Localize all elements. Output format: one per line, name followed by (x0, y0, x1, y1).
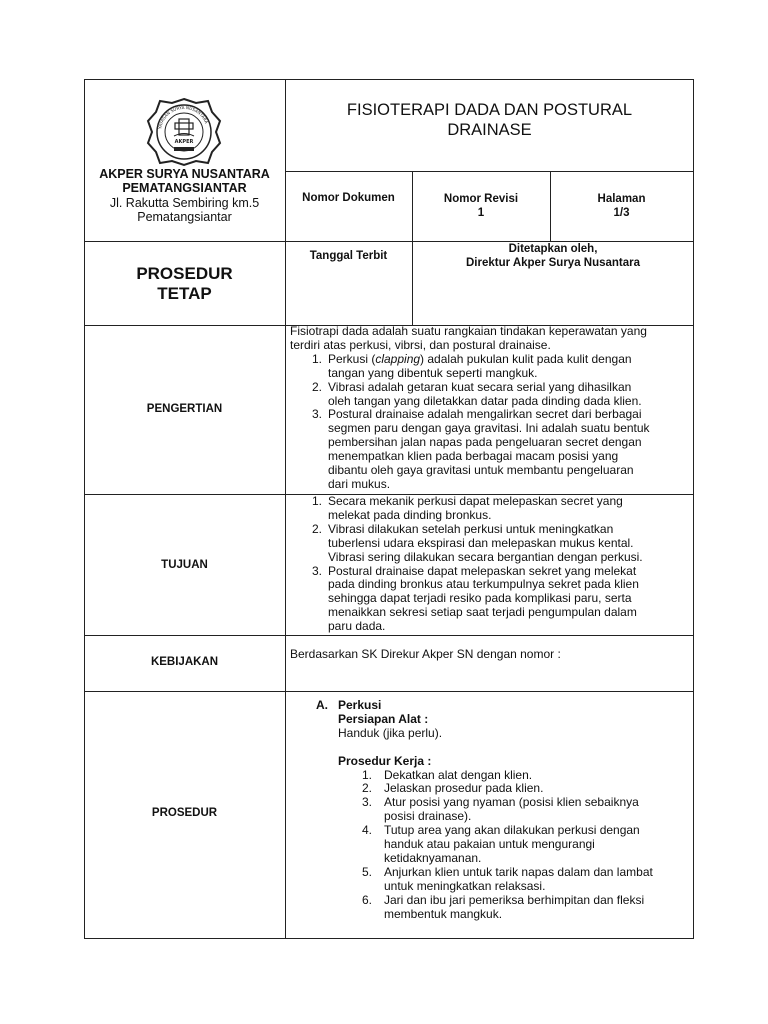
prosedur-step (338, 866, 690, 894)
title-line-1: FISIOTERAPI DADA DAN POSTURAL (346, 101, 633, 119)
list-number: 2. (312, 379, 323, 394)
page-label: Halaman (597, 193, 646, 205)
address-line-2: Pematangsiantar (137, 210, 232, 224)
pengertian-list-item (290, 408, 690, 491)
pengertian-list-item (290, 353, 690, 381)
pengertian-content (290, 325, 690, 492)
list-item-line: Vibrasi adalah getaran kuat secara serial yang dihasilkan (328, 379, 632, 394)
list-number: 3. (312, 407, 323, 422)
list-item-line: segmen paru dengan gaya gravitasi. Ini adalah suatu bentuk (328, 421, 650, 436)
pengertian-intro-1: Fisiotrapi dada adalah suatu rangkaian tindakan keperawatan yang (290, 324, 647, 338)
prosedur-step (338, 796, 690, 824)
page-cell (550, 192, 693, 220)
prosedur-heading: Perkusi (338, 698, 382, 712)
sop-line-2: TETAP (157, 284, 212, 303)
row-divider (285, 171, 694, 172)
institution-name: AKPER SURYA NUSANTARA (99, 167, 270, 181)
list-item-line: oleh tangan yang diletakkan datar pada dinding dada klien. (328, 393, 642, 408)
list-item-line: paru dada. (328, 619, 386, 634)
page-value: 1/3 (613, 207, 630, 219)
list-item-line: dari mukus. (328, 476, 391, 491)
tools-text: Handuk (jika perlu). (338, 725, 443, 740)
list-item-line: ketidaknyamanan. (384, 850, 482, 865)
revision-value: 1 (477, 207, 485, 219)
approved-by-line-1: Ditetapkan oleh, (508, 243, 598, 255)
list-number: 2. (362, 781, 373, 796)
list-item-line: tangan yang dibentuk seperti mangkuk. (328, 365, 538, 380)
list-item-line: melekat pada dinding bronkus. (328, 507, 492, 522)
list-item-line: Vibrasi dilakukan setelah perkusi untuk meningkatkan (328, 521, 614, 536)
list-item-line: Postural drainaise adalah mengalirkan secret dari berbagai (328, 407, 642, 422)
list-number: 1. (362, 767, 373, 782)
approved-by-line-2: Direktur Akper Surya Nusantara (465, 257, 641, 269)
list-number: 1. (312, 494, 323, 508)
tujuan-content (290, 495, 690, 634)
svg-text:YAYASAN SURYA NUSANTARA (157, 105, 209, 130)
list-item-line: Secara mekanik perkusi dapat melepaskan secret yang (328, 494, 623, 508)
table-border-bottom (84, 938, 694, 939)
sop-table (84, 79, 694, 939)
list-item-line: untuk meningkatkan relaksasi. (384, 878, 546, 893)
prosedur-step (338, 782, 690, 796)
row-divider (84, 635, 694, 636)
table-border-top (84, 79, 694, 80)
list-item-line: Vibrasi sering dilakukan secara bergantian dengan perkusi. (328, 549, 643, 564)
list-item-line: Postural drainaise dapat melepaskan sekret yang melekat (328, 563, 637, 578)
row-divider (84, 691, 694, 692)
institution-logo (144, 95, 224, 169)
list-number: 3. (362, 795, 373, 810)
prosedur-section-a (290, 699, 690, 921)
list-item-line: pembersihan jalan napas pada pengeluaran secret dengan (328, 435, 642, 450)
prosedur-content (290, 699, 690, 921)
prosedur-step (338, 894, 690, 922)
list-item-line: Tutup area yang akan dilakukan perkusi dengan (384, 823, 640, 838)
list-number: 1. (312, 351, 323, 366)
document-title (285, 100, 694, 140)
sop-label (84, 264, 285, 304)
list-number: 4. (362, 823, 373, 838)
list-number: 3. (312, 563, 323, 578)
list-item-line: menempatkan klien pada berbagai macam posisi yang (328, 449, 619, 464)
issue-date-label: Tanggal Terbit (309, 250, 388, 262)
tujuan-list (290, 495, 690, 634)
institution-city: PEMATANGSIANTAR (122, 181, 247, 195)
logo-center-text: AKPER (174, 139, 194, 145)
section-label-kebijakan: KEBIJAKAN (150, 656, 219, 668)
sop-line-1: PROSEDUR (136, 264, 233, 283)
list-item-line: Anjurkan klien untuk tarik napas dalam dan lambat (384, 864, 653, 879)
list-item-line: Atur posisi yang nyaman (posisi klien sebaiknya (384, 795, 639, 810)
pengertian-list-item (290, 381, 690, 409)
kebijakan-text: Berdasarkan SK Direkur Akper SN dengan nomor : (290, 647, 561, 661)
institution-address (84, 196, 285, 224)
table-column-divider (285, 79, 286, 939)
revision-label: Nomor Revisi (443, 193, 519, 205)
tools-label: Persiapan Alat : (338, 711, 429, 726)
section-label-prosedur: PROSEDUR (151, 807, 218, 819)
prosedur-step (338, 769, 690, 783)
list-item-line: Jari dan ibu jari pemeriksa berhimpitan dan fleksi (384, 892, 645, 907)
pengertian-intro-2: terdiri atas perkusi, vibrsi, dan postural drainaise. (290, 337, 551, 352)
address-line-1: Jl. Rakutta Sembiring km.5 (109, 196, 260, 210)
tujuan-list-item (290, 495, 690, 523)
list-item-line: sehingga dapat terjadi resiko pada komplikasi paru, serta (328, 591, 632, 606)
list-item-line: Perkusi (clapping) adalah pukulan kulit pada kulit dengan (328, 351, 632, 366)
list-number: 6. (362, 892, 373, 907)
logo-ring-text: YAYASAN SURYA NUSANTARA (157, 104, 210, 130)
section-label-tujuan: TUJUAN (161, 559, 208, 571)
table-border-right (693, 79, 694, 939)
list-number: 5. (362, 864, 373, 879)
prosedur-step (338, 824, 690, 866)
list-item-line: menaikkan sekresi setiap saat terjadi pengumpulan dalam (328, 605, 637, 620)
list-item-line: Dekatkan alat dengan klien. (384, 767, 533, 782)
institution-name-block (84, 167, 285, 195)
list-item-line: Jelaskan prosedur pada klien. (384, 781, 544, 796)
list-item-line: posisi drainase). (384, 809, 472, 824)
steps-label: Prosedur Kerja : (338, 753, 432, 768)
tujuan-list-item (290, 523, 690, 565)
prosedur-steps (338, 769, 690, 922)
approval-block (412, 242, 694, 270)
doc-number-label: Nomor Dokumen (302, 192, 395, 204)
list-item-line: pada dinding bronkus atau terkumpulnya sekret pada klien (328, 577, 639, 592)
list-item-line: dibantu oleh gaya gravitasi untuk membantu pengeluaran (328, 463, 634, 478)
list-item-line: tuberlensi udara ekspirasi dan melepaskan mukus kental. (328, 535, 634, 550)
title-line-2: DRAINASE (447, 121, 532, 139)
section-label-pengertian: PENGERTIAN (146, 403, 223, 415)
revision-cell (412, 192, 550, 220)
tujuan-list-item (290, 565, 690, 635)
section-letter: A. (316, 698, 328, 712)
list-number: 2. (312, 521, 323, 536)
pengertian-list (290, 353, 690, 492)
list-item-line: membentuk mangkuk. (384, 906, 503, 921)
list-item-line: handuk atau pakaian untuk mengurangi (384, 837, 595, 852)
